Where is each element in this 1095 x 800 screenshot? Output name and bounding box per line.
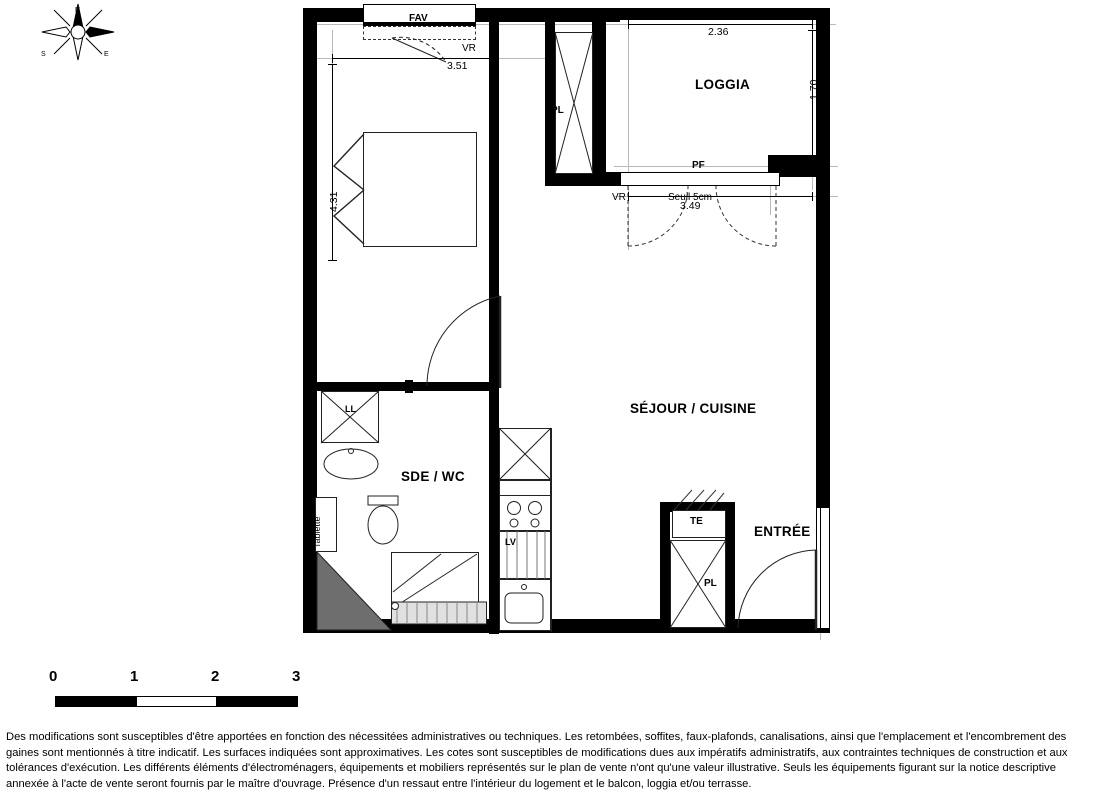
label-seuil: Seuil 5cm <box>668 192 712 203</box>
dimline-chambre-width <box>332 58 495 59</box>
dim-tick <box>328 64 337 65</box>
loggia-wall-bottom <box>545 172 620 186</box>
appliance-ll <box>321 391 379 443</box>
dim-right-height: 5.54 <box>816 411 828 432</box>
scale-segment-1 <box>136 696 217 707</box>
label-ll: LL <box>345 404 356 414</box>
furniture-bed-pillows <box>330 132 366 247</box>
dim-loggia-height: 1.70 <box>808 79 820 100</box>
exterior-wall-top-mid <box>476 8 606 22</box>
label-pl-chambre: PL <box>551 105 564 116</box>
door-chambre <box>426 290 506 390</box>
dim-tick <box>332 54 333 63</box>
dim-tick <box>808 30 817 31</box>
scale-segment-0 <box>55 696 136 707</box>
exterior-wall-top-corner <box>606 8 620 22</box>
dim-chambre-height: 4.31 <box>328 191 340 212</box>
dim-tick <box>808 160 817 161</box>
compass-rose <box>40 2 116 62</box>
closet-pl-chambre <box>555 32 593 174</box>
exterior-wall-top-right <box>620 8 830 20</box>
dim-tick <box>812 20 813 29</box>
dim-tick <box>816 200 825 201</box>
wall-stub-sde <box>405 380 413 393</box>
scale-tick-0: 0 <box>49 668 58 685</box>
label-vr-mid: VR <box>612 192 626 203</box>
scale-tick-2: 2 <box>211 668 220 685</box>
footer-line-1: Des modifications sont susceptibles d'être apportées en fonction des nécessitées administratives ou techniques. Les retombées, soffites, faux-plafonds, canalisations, ainsi que l'emplacement et l'encombrement des <box>6 731 1067 743</box>
interior-wall-sde-top <box>317 382 413 391</box>
label-pl-entree: PL <box>704 578 717 589</box>
window-pf <box>620 172 780 186</box>
room-label-sejour-cuisine: SÉJOUR / CUISINE <box>630 401 757 416</box>
compass-n-label: N <box>75 7 81 14</box>
dim-tick <box>816 632 825 633</box>
furniture-bed <box>363 132 477 247</box>
dim-tick <box>628 192 629 201</box>
interior-wall-placard <box>545 22 555 186</box>
door-sde <box>317 552 393 632</box>
dimline-sejour-width <box>628 196 812 197</box>
kitchen-sink <box>499 579 551 631</box>
compass-s-label: S <box>41 51 46 58</box>
label-tablette: Tablette <box>312 516 322 548</box>
closet-pl-entree <box>670 540 726 628</box>
room-label-sde-wc: SDE / WC <box>401 469 465 484</box>
dim-tick <box>628 20 629 29</box>
dim-chambre-width: 3.51 <box>447 60 468 72</box>
label-pf: PF <box>692 160 705 171</box>
label-fav: FAV <box>409 13 428 24</box>
dim-sejour-width: 3.49 <box>680 200 701 212</box>
room-label-loggia: LOGGIA <box>695 77 751 92</box>
fixture-wc <box>362 496 404 548</box>
label-lv: LV <box>505 537 516 547</box>
entry-closet-wall-left <box>660 502 670 632</box>
kitchen-edge <box>551 428 552 632</box>
kitchen-hob <box>499 495 551 531</box>
label-vr-top: VR <box>462 43 476 54</box>
dim-tick <box>495 54 496 63</box>
compass-e-label: E <box>104 51 109 58</box>
dim-loggia-width: 2.36 <box>708 26 729 38</box>
door-entree <box>736 548 822 634</box>
fixture-shower-tray <box>391 600 491 630</box>
loggia-wall-left <box>592 22 606 172</box>
interior-wall-chambre-right <box>489 186 499 222</box>
dim-tick <box>328 260 337 261</box>
footer-line-2: gaines sont mentionnés à titre indicatif. Les surfaces indiquées sont approximatives. Les cotes sont susceptibles de modifications dues aux impératifs administratifs, aux contraintes techniques de construction et aux <box>6 746 1068 759</box>
kitchen-fridge <box>499 428 551 480</box>
legal-footer <box>0 730 1095 792</box>
label-te: TE <box>690 516 703 527</box>
footer-line-3: tolérances d'exécution. Les différents éléments d'électroménagers, équipements et mobiliers représentés sur le plan de vente n'ont qu'une valeur illustrative. Seuls les équipements figurant sur la notice descriptive <box>6 762 1056 774</box>
room-label-entree: ENTRÉE <box>754 524 811 539</box>
dim-tick <box>812 192 813 201</box>
te-hatch <box>670 488 728 512</box>
entry-closet-wall-right <box>725 502 735 632</box>
scale-tick-3: 3 <box>292 668 301 685</box>
interior-wall-sde-right <box>489 382 499 634</box>
footer-line-4: annexée à l'acte de vente seront fournis par le maître d'ouvrage. Présence d'un ressaut entre l'intérieur du logement et le balcon, loggia et/ou terrasse. <box>6 777 752 790</box>
scale-segment-2 <box>217 696 298 707</box>
fixture-washbasin <box>321 446 381 482</box>
scale-tick-1: 1 <box>130 668 139 685</box>
dimline-loggia-width <box>628 24 812 25</box>
dimline-chambre-height <box>332 64 333 260</box>
interior-wall-chambre-right-upper <box>489 22 499 187</box>
